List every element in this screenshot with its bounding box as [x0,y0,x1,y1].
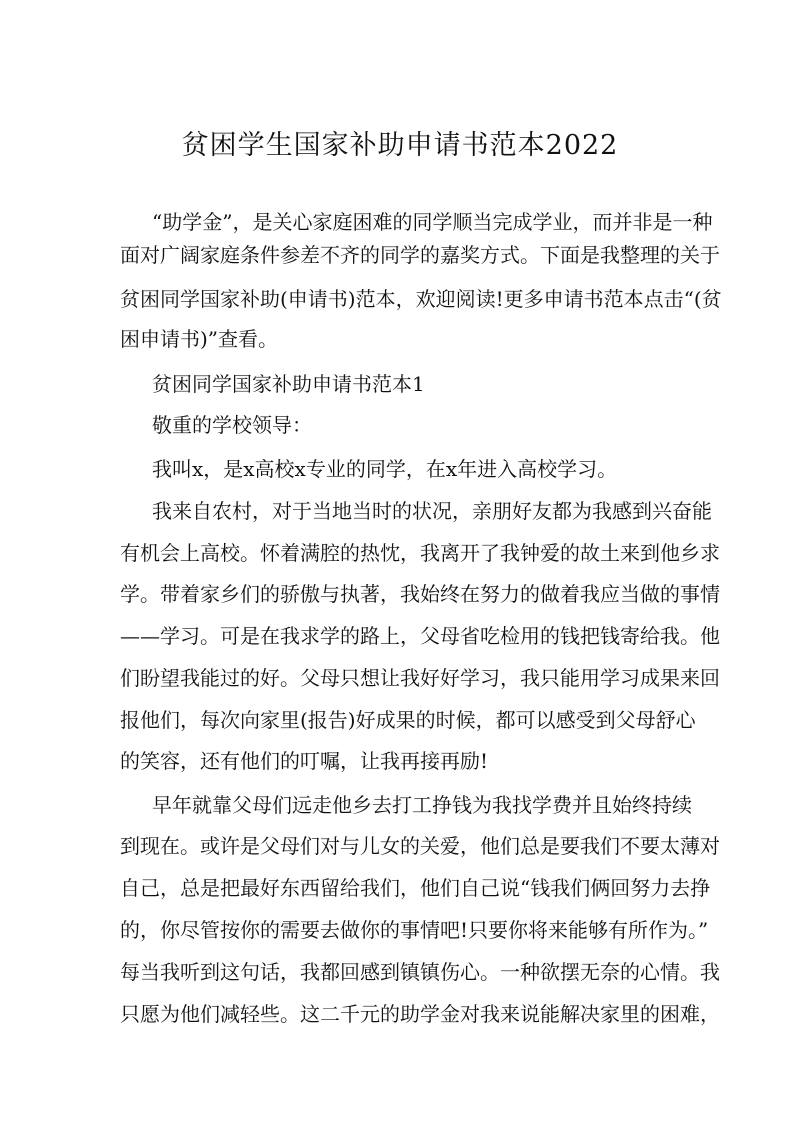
paragraph-line: 我叫x，是x高校x专业的同学，在x年进入高校学习。 [152,457,618,481]
paragraph-line: 到现在。或许是父母们对与儿女的关爱，他们总是要我们不要太薄对 [120,834,720,858]
paragraph-line: 的，你尽管按你的需要去做你的事情吧!只要你将来能够有所作为。” [120,918,709,942]
paragraph-line: 的笑容，还有他们的叮嘱，让我再接再励! [120,749,489,773]
paragraph-line: 报他们，每次向家里(报告)好成果的时候，都可以感受到父母舒心 [120,708,696,732]
paragraph-line: 面对广阔家庭条件参差不齐的同学的嘉奖方式。下面是我整理的关于 [120,243,720,267]
paragraph-line: ——学习。可是在我求学的路上，父母省吃检用的钱把钱寄给我。他 [120,624,720,648]
section-heading: 贫困同学国家补助申请书范本1 [152,372,425,396]
paragraph-line: 们盼望我能过的好。父母只想让我好好学习，我只能用学习成果来回 [120,666,720,690]
paragraph-line: 我来自农村，对于当地当时的状况，亲朋好友都为我感到兴奋能 [152,499,712,523]
document-title: 贫困学生国家补助申请书范本2022 [181,130,619,161]
paragraph-line: 只愿为他们减轻些。这二千元的助学金对我来说能解决家里的困难， [120,1002,720,1026]
paragraph-line: 自己，总是把最好东西留给我们，他们自己说“钱我们俩回努力去挣 [120,876,711,900]
paragraph-line: 早年就靠父母们远走他乡去打工挣钱为我找学费并且始终持续 [152,793,692,817]
paragraph-line: 学。带着家乡们的骄傲与执著，我始终在努力的做着我应当做的事情 [120,582,720,606]
salutation: 敬重的学校领导： [152,413,312,437]
paragraph-line: 每当我听到这句话，我都回感到镇镇伤心。一种欲摆无奈的心情。我 [120,960,720,984]
paragraph-line: 贫困同学国家补助(申请书)范本，欢迎阅读!更多申请书范本点击“(贫 [120,287,722,311]
paragraph-line: 困申请书)”查看。 [120,327,279,351]
paragraph-line: “助学金”，是关心家庭困难的同学顺当完成学业，而并非是一种 [152,210,713,234]
paragraph-line: 有机会上高校。怀着满腔的热忱，我离开了我钟爱的故土来到他乡求 [120,541,720,565]
